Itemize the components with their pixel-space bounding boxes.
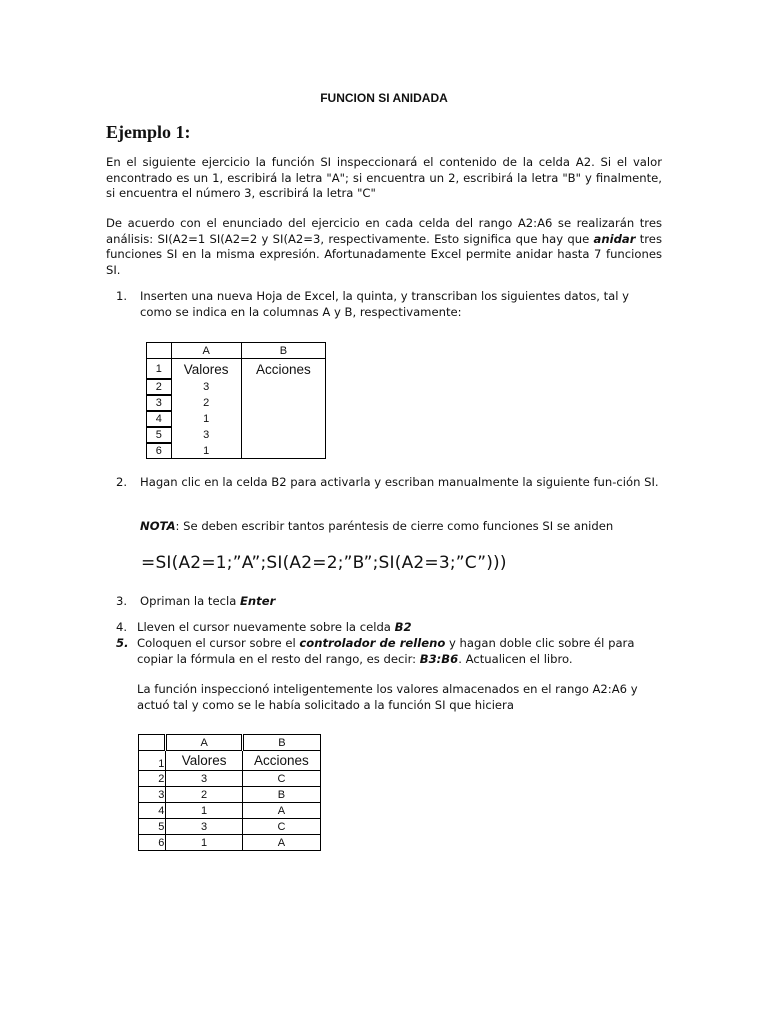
cell-action xyxy=(241,427,325,443)
cell-acciones-header: Acciones xyxy=(242,751,320,771)
list-number-4: 4. xyxy=(116,620,128,634)
nota-text: : Se deben escribir tantos paréntesis de cierre como funciones SI se aniden xyxy=(175,519,614,533)
row-number: 5 xyxy=(139,819,166,835)
cell-action: A xyxy=(242,803,320,819)
paragraph-analysis-text-b: tres funciones SI en la misma expresión. Afortunadamente Excel permite anidar hasta 7 funciones SI. xyxy=(106,231,662,277)
paragraph-analysis xyxy=(106,216,662,278)
corner-cell xyxy=(147,343,172,359)
row-number: 1 xyxy=(139,751,166,771)
row-number: 5 xyxy=(147,427,172,443)
list-number-1: 1. xyxy=(116,289,128,303)
column-header-b: B xyxy=(242,735,320,751)
cell-action xyxy=(241,411,325,427)
spreadsheet-table-input xyxy=(146,342,326,459)
row-number: 6 xyxy=(139,835,166,851)
list-item-1: Inserten una nueva Hoja de Excel, la quinta, y transcriban los siguientes datos, tal y como se indica en la columnas A y B, respectivamente: xyxy=(140,289,630,319)
cell-action: B xyxy=(242,787,320,803)
formula-example: =SI(A2=1;”A”;SI(A2=2;”B”;SI(A2=3;”C”))) xyxy=(141,553,507,573)
list-item-4 xyxy=(137,620,659,636)
list-item-5-text-a: Coloquen el cursor sobre el xyxy=(137,636,300,650)
emphasis-range: B3:B6 xyxy=(419,651,459,666)
list-item-5-text-c: . Actualicen el libro. xyxy=(458,651,573,666)
cell-value: 2 xyxy=(166,787,242,803)
paragraph-result: La función inspeccionó inteligentemente los valores almacenados en el rango A2:A6 y actuó tal y como se le había solicitado a la función SI que hiciera xyxy=(137,682,638,712)
emphasis-controlador: controlador de relleno xyxy=(299,636,446,650)
cell-action xyxy=(241,443,325,459)
row-number: 2 xyxy=(147,379,172,395)
list-number-3: 3. xyxy=(116,594,128,608)
cell-value: 1 xyxy=(171,411,241,427)
document-title: FUNCION SI ANIDADA xyxy=(320,91,448,105)
paragraph-analysis-text-a: De acuerdo con el enunciado del ejercicio en cada celda del rango A2:A6 se realizarán tres análisis: SI(A2=1 SI(A2=2 y SI(A2=3, respectivamente. Esto significa que hay que xyxy=(106,216,662,246)
cell-valores-header: Valores xyxy=(166,751,242,771)
row-number: 6 xyxy=(147,443,172,459)
example-heading: Ejemplo 1: xyxy=(106,122,191,142)
row-number: 3 xyxy=(139,787,166,803)
cell-value: 3 xyxy=(166,771,242,787)
nota-label: NOTA xyxy=(140,519,176,533)
column-header-a: A xyxy=(166,735,242,751)
row-number: 2 xyxy=(139,771,166,787)
cell-action: A xyxy=(242,835,320,851)
emphasis-b2: B2 xyxy=(394,620,412,634)
cell-value: 2 xyxy=(171,395,241,411)
column-header-a: A xyxy=(171,343,241,359)
row-number: 4 xyxy=(139,803,166,819)
spreadsheet-table-result xyxy=(138,734,321,851)
cell-value: 3 xyxy=(171,379,241,395)
cell-acciones-header: Acciones xyxy=(241,359,325,380)
cell-value: 1 xyxy=(166,835,242,851)
emphasis-anidar: anidar xyxy=(593,231,636,246)
cell-action xyxy=(241,395,325,411)
list-item-2: Hagan clic en la celda B2 para activarla y escriban manualmente la siguiente fun-ción SI. xyxy=(140,475,659,489)
nota-line xyxy=(140,519,662,535)
cell-action xyxy=(241,379,325,395)
row-number: 3 xyxy=(147,395,172,411)
list-number-2: 2. xyxy=(116,475,128,489)
cell-value: 3 xyxy=(166,819,242,835)
list-item-3-text: Opriman la tecla xyxy=(140,594,240,608)
list-item-5-text-b: y hagan doble clic sobre él para copiar la fórmula en el resto del rango, es decir: xyxy=(137,636,635,666)
cell-action: C xyxy=(242,819,320,835)
emphasis-enter: Enter xyxy=(239,594,276,608)
column-header-b: B xyxy=(241,343,325,359)
row-number: 4 xyxy=(147,411,172,427)
cell-valores-header: Valores xyxy=(171,359,241,380)
list-item-5 xyxy=(137,636,662,667)
paragraph-intro: En el siguiente ejercicio la función SI inspeccionará el contenido de la celda A2. Si el valor encontrado es un 1, escribirá la letra "A"; si encuentra un 2, escribirá la letra "B" y finalmente, si encuentra el número 3, escribirá la letra "C" xyxy=(106,155,662,200)
list-number-5: 5. xyxy=(116,636,129,650)
corner-cell xyxy=(139,735,166,751)
cell-value: 1 xyxy=(171,443,241,459)
cell-action: C xyxy=(242,771,320,787)
cell-value: 1 xyxy=(166,803,242,819)
list-item-4-text: Lleven el cursor nuevamente sobre la celda xyxy=(137,620,395,634)
row-number: 1 xyxy=(147,359,172,380)
cell-value: 3 xyxy=(171,427,241,443)
list-item-3 xyxy=(140,594,662,610)
